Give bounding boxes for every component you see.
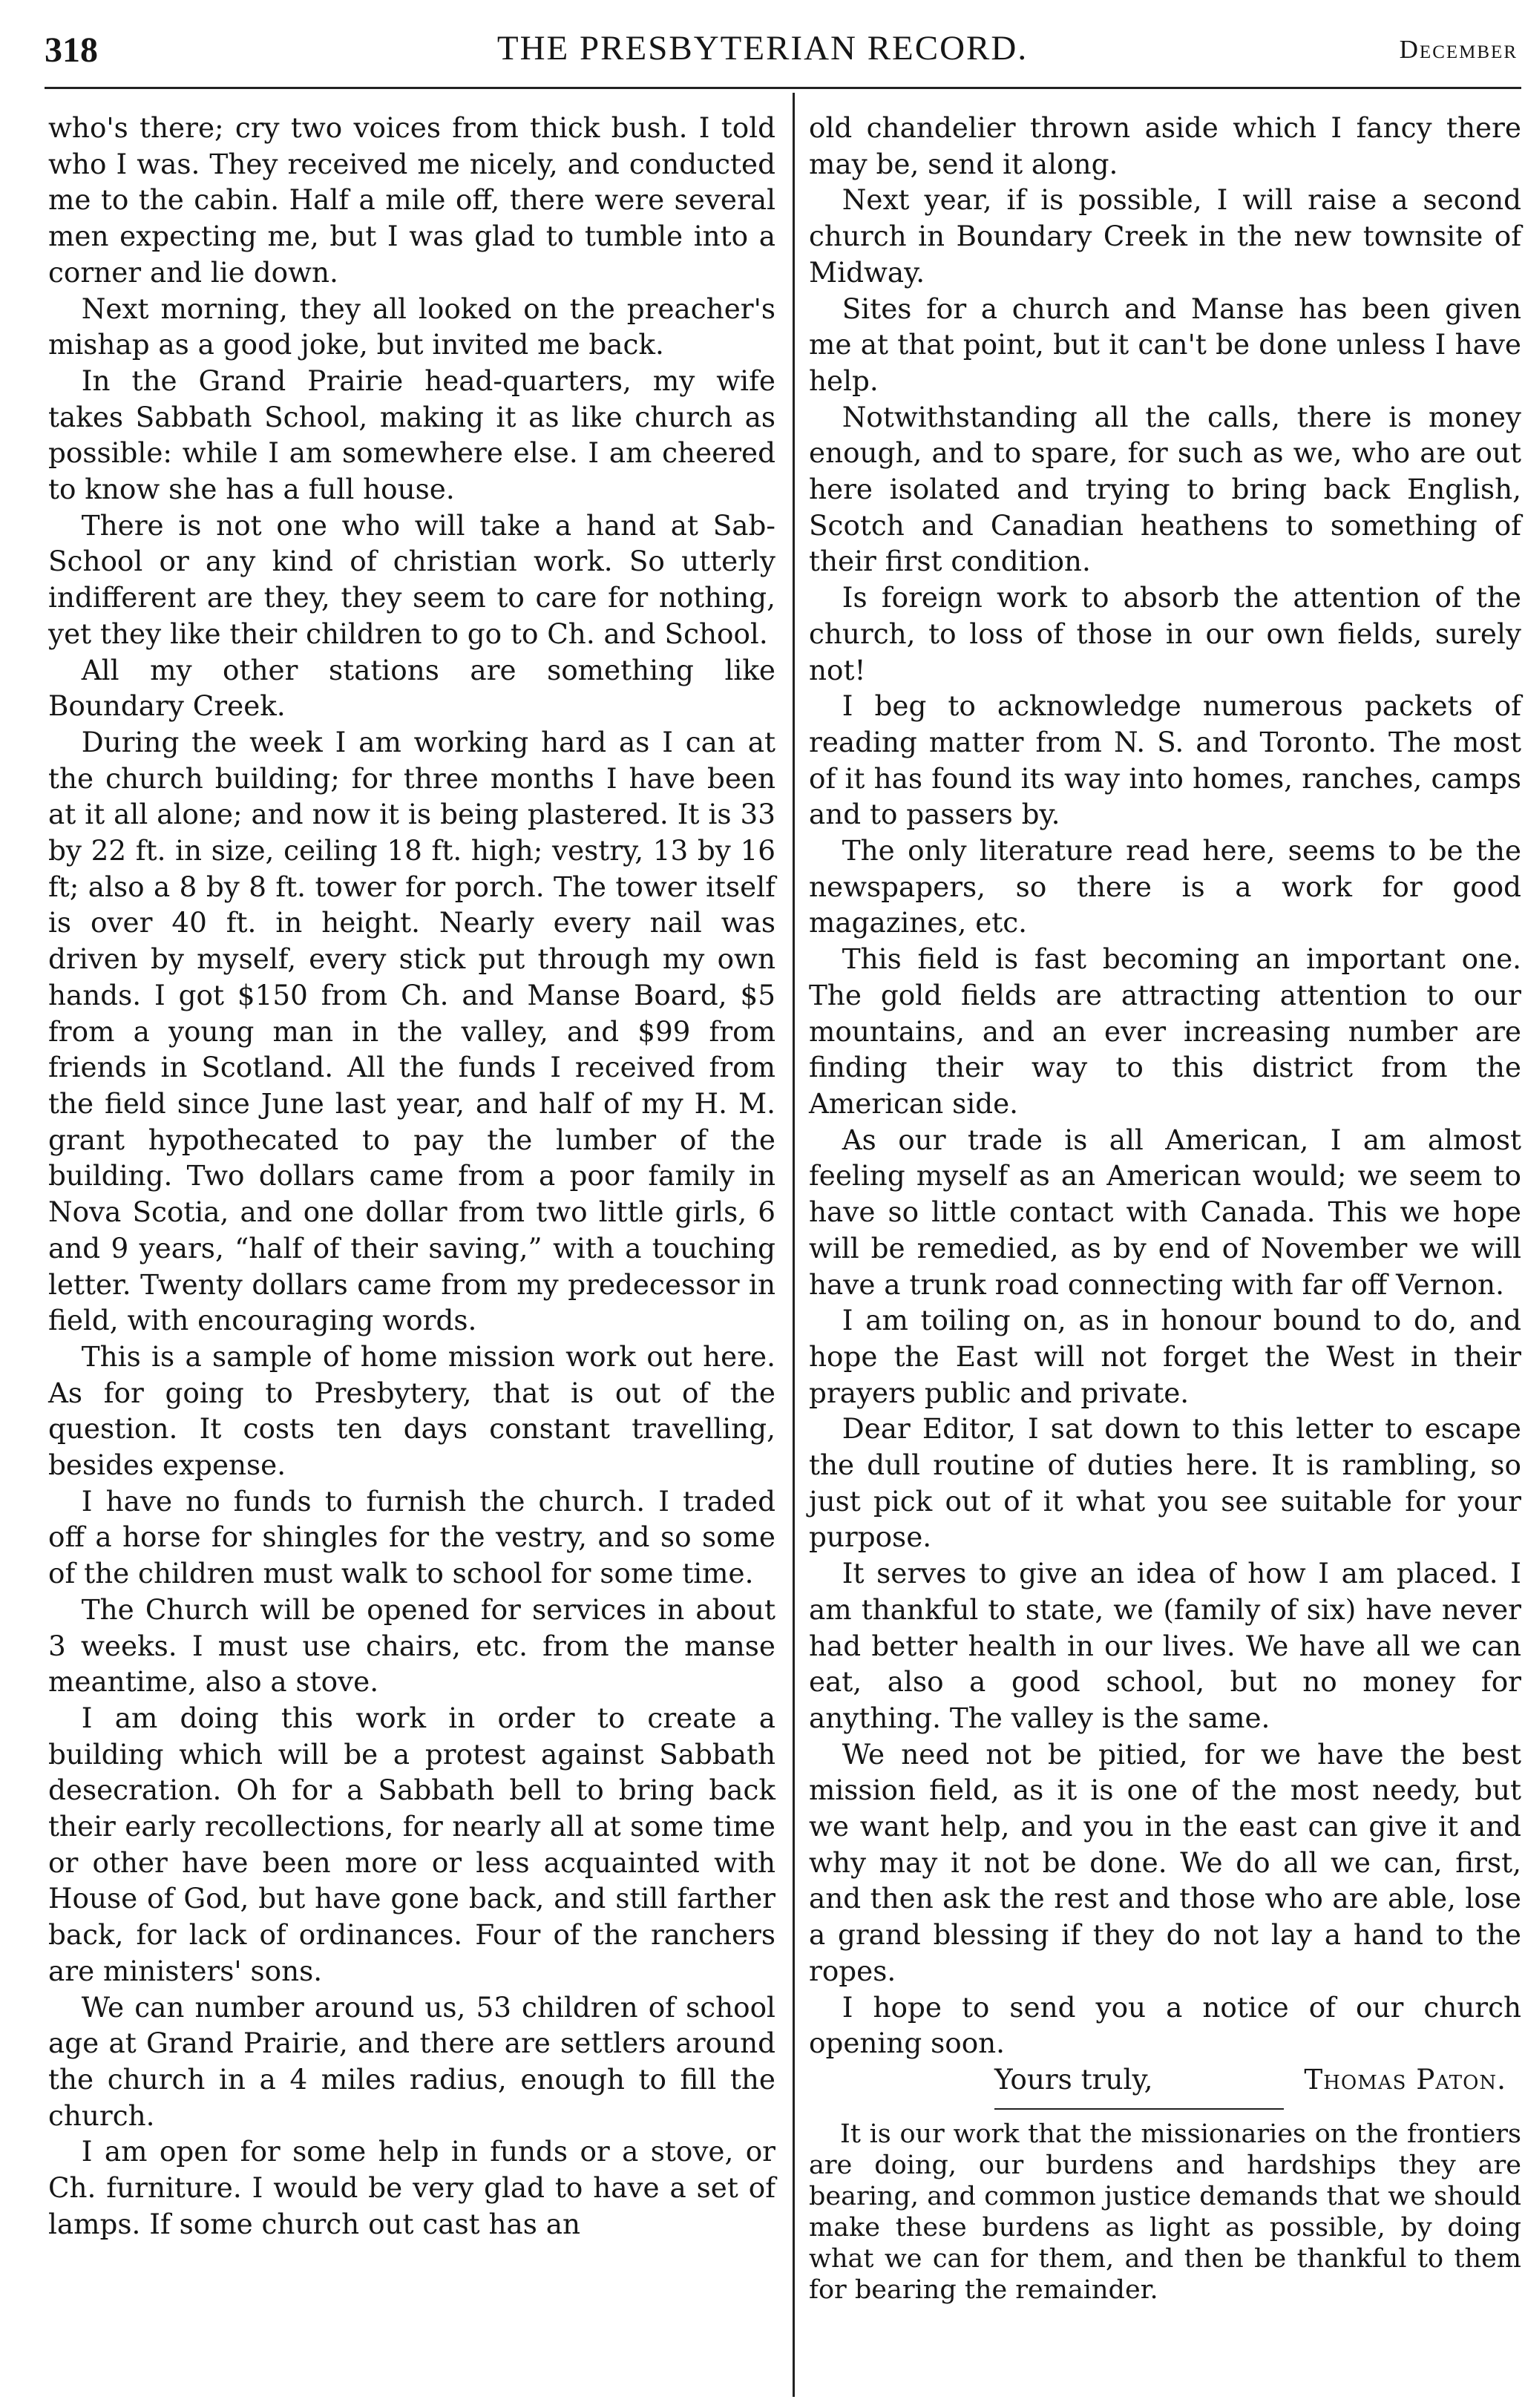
editorial-note — [809, 2119, 1521, 2306]
signature-rule — [994, 2108, 1284, 2110]
paragraph: I hope to send you a notice of our church opening soon. — [809, 1990, 1521, 2060]
publication-title: THE PRESBYTERIAN RECORD. — [496, 29, 1029, 68]
paragraph: The Church will be opened for services in about 3 weeks. I must use chairs, etc. from the manse meantime, also a stove. — [48, 1592, 775, 1699]
paragraph: This is a sample of home mission work out here. As for going to Presbytery, that is out of the question. It costs ten days constant travelling, besides expense. — [48, 1339, 775, 1482]
paragraph: who's there; cry two voices from thick bush. I told who I was. They received me nicely, and conducted me to the cabin. Half a mile off, there were several men expecting me, but I was glad to tumble into a corner and lie down. — [48, 111, 775, 289]
page-number: 318 — [45, 30, 98, 70]
right-column — [809, 110, 1521, 2306]
paragraph: It serves to give an idea of how I am placed. I am thankful to state, we (family of six) have never had better health in our lives. We have all we can eat, also a good school, but no money for anything. The valley is the same. — [809, 1557, 1521, 1734]
paragraph: I am doing this work in order to create a building which will be a protest against Sabbath desecration. Oh for a Sabbath bell to bring back their early recollections, for nearly all at some time or other have been more or less acquainted with House of God, but have gone back, and still farther back, for lack of ordinances. Four of the ranchers are ministers' sons. — [48, 1701, 775, 1987]
signature-line — [809, 2061, 1521, 2098]
page-header — [0, 0, 1525, 89]
paragraph: I beg to acknowledge numerous packets of reading matter from N. S. and Toronto. The most of it has found its way into homes, ranches, camps and to passers by. — [809, 689, 1521, 831]
paragraph: Is foreign work to absorb the attention of the church, to loss of those in our own fields, surely not! — [809, 581, 1521, 686]
signature-closing: Yours truly, — [994, 2062, 1153, 2096]
paragraph: All my other stations are something like Boundary Creek. — [48, 653, 775, 723]
paragraph: During the week I am working hard as I can at the church building; for three months I have been at it all alone; and now it is being plastered. It is 33 by 22 ft. in size, ceiling 18 ft. high; vestry, 13 by 16 ft; also a 8 by 8 ft. tower for porch. The tower itself is over 40 ft. in height. Nearly every nail was driven by myself, every stick put through my own hands. I got $150 from Ch. and Manse Board, $5 from a young man in the valley, and $99 from friends in Scotland. All the funds I received from the field since June last year, and half of my H. M. grant hypothecated to pay the lumber of the building. Two dollars came from a poor family in Nova Scotia, and one dollar from two little girls, 6 and 9 years, “half of their saving,” with a touching letter. Twenty dollars came from my predecessor in field, with encouraging words. — [48, 725, 775, 1337]
paragraph: Dear Editor, I sat down to this letter to escape the dull routine of duties here. It is rambling, so just pick out of it what you see suitable for your purpose. — [809, 1412, 1521, 1554]
paragraph: Next morning, they all looked on the preacher's mishap as a good joke, but invited me back. — [48, 292, 775, 361]
paragraph: Next year, if is possible, I will raise a second church in Boundary Creek in the new townsite of Midway. — [809, 183, 1521, 289]
paragraph: I have no funds to furnish the church. I traded off a horse for shingles for the vestry, and so some of the children must walk to school for some time. — [48, 1484, 775, 1590]
paragraph: Notwithstanding all the calls, there is money enough, and to spare, for such as we, who are out here isolated and trying to bring back English, Scotch and Canadian heathens to something of their first condition. — [809, 400, 1521, 578]
editorial-paragraph: It is our work that the missionaries on the frontiers are doing, our burdens and hardships they are bearing, and common justice demands that we should make these burdens as light as possible, by doing what we can for them, and then be thankful to them for bearing the remainder. — [809, 2119, 1521, 2305]
paragraph: As our trade is all American, I am almost feeling myself as an American would; we seem to have so little contact with Canada. This we hope will be remedied, as by end of November we will have a trunk road connecting with far off Vernon. — [809, 1123, 1521, 1301]
paragraph: Sites for a church and Manse has been given me at that point, but it can't be done unless I have help. — [809, 292, 1521, 397]
paragraph: There is not one who will take a hand at Sab-School or any kind of christian work. So utterly indifferent are they, they seem to care for nothing, yet they like their children to go to Ch. and School. — [48, 508, 775, 650]
paragraph: I am toiling on, as in honour bound to do, and hope the East will not forget the West in their prayers public and private. — [809, 1304, 1521, 1409]
paragraph: I am open for some help in funds or a stove, or Ch. furniture. I would be very glad to have a set of lamps. If some church out cast has an — [48, 2135, 775, 2240]
signature-name: Thomas Paton. — [1304, 2062, 1506, 2096]
paragraph: old chandelier thrown aside which I fancy there may be, send it along. — [809, 111, 1521, 180]
paragraph: In the Grand Prairie head-quarters, my wife takes Sabbath School, making it as like church as possible: while I am somewhere else. I am cheered to know she has a full house. — [48, 364, 775, 506]
column-divider — [793, 93, 795, 2397]
paragraph: This field is fast becoming an important one. The gold fields are attracting attention to our mountains, and an ever increasing number are finding their way to this district from the American side. — [809, 942, 1521, 1120]
paragraph: The only literature read here, seems to be the newspapers, so there is a work for good magazines, etc. — [809, 834, 1521, 939]
paragraph: We need not be pitied, for we have the best mission field, as it is one of the most needy, but we want help, and you in the east can give it and why may it not be done. We do all we can, first, and then ask the rest and those who are able, lose a grand blessing if they do not lay a hand to the ropes. — [809, 1737, 1521, 1987]
issue-month: December — [1399, 35, 1518, 64]
left-column — [48, 110, 775, 2242]
paragraph: We can number around us, 53 children of school age at Grand Prairie, and there are settlers around the church in a 4 miles radius, enough to fill the church. — [48, 1990, 775, 2132]
header-rule — [45, 87, 1521, 89]
